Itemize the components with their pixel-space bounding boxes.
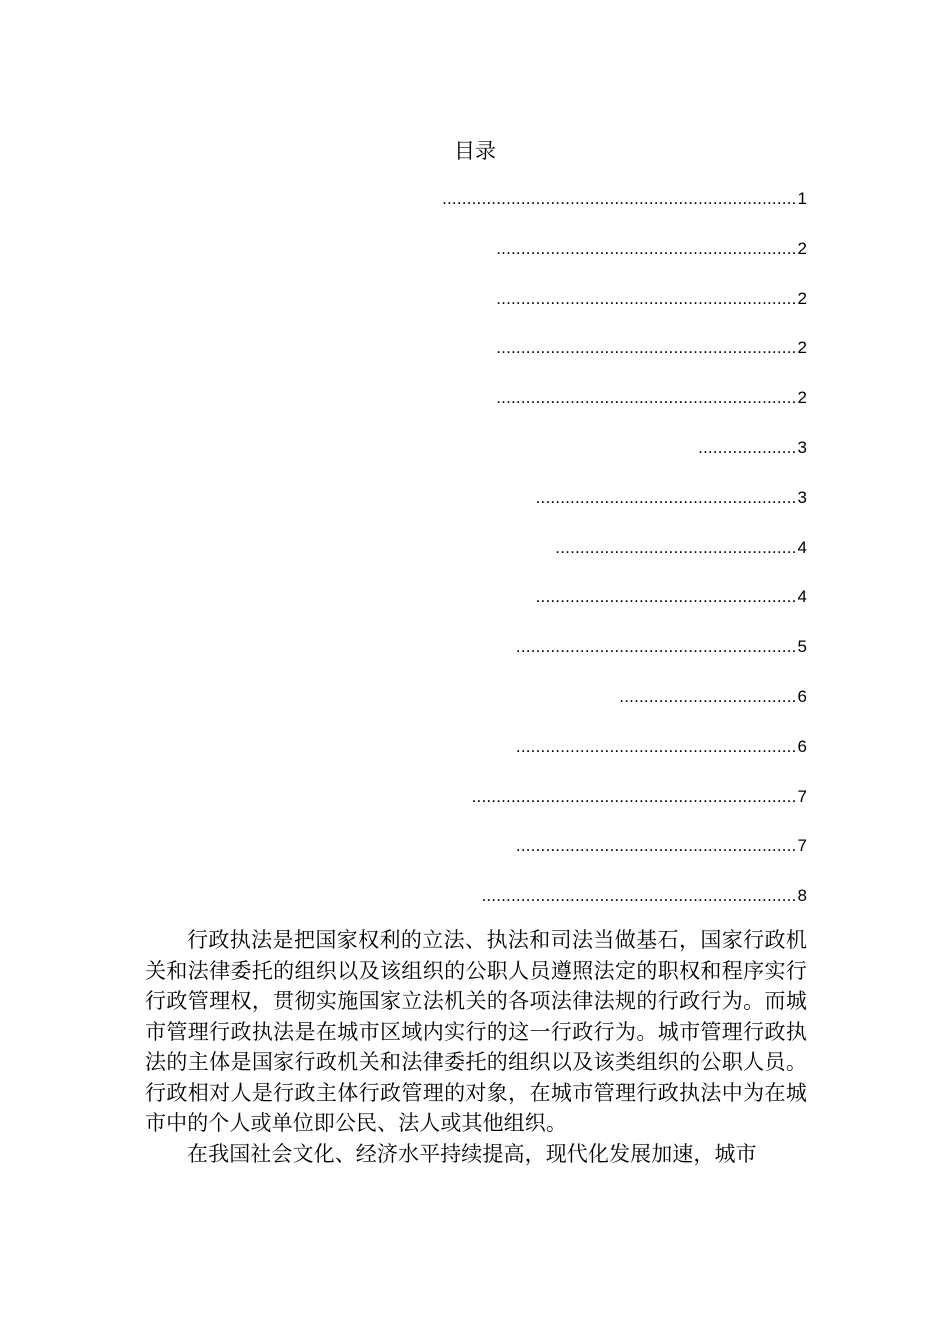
toc-leader-dots: .........................................................	[515, 637, 797, 657]
toc-leader-dots: .............................................................	[496, 338, 797, 358]
toc-leader-dots: ..................................................................	[471, 786, 797, 806]
toc-leader-dots: .............................................................	[496, 388, 797, 408]
toc-page-number: 4	[797, 537, 807, 557]
toc-page-number: 7	[797, 836, 807, 856]
toc-entry[interactable]	[442, 186, 807, 236]
toc-page-number: 6	[797, 686, 807, 706]
toc-entry[interactable]	[442, 734, 807, 784]
toc-leader-dots: .....................................................	[535, 587, 797, 607]
toc-leader-dots: ........................................................................	[442, 189, 797, 208]
toc-list	[442, 186, 807, 933]
toc-page-number: 6	[797, 736, 807, 756]
toc-entry[interactable]	[442, 385, 807, 435]
toc-leader-dots: .............................................................	[496, 288, 797, 308]
toc-leader-dots: .....................................................	[535, 487, 797, 507]
toc-entry[interactable]	[442, 784, 807, 834]
toc-leader-dots: ................................................................	[481, 886, 797, 906]
toc-title: 目录	[454, 139, 496, 163]
toc-page-number: 2	[797, 338, 807, 358]
body-paragraph: 在我国社会文化、经济水平持续提高，现代化发展加速，城市	[187, 1141, 757, 1166]
toc-entry[interactable]	[442, 535, 807, 585]
toc-entry[interactable]	[442, 684, 807, 734]
toc-page-number: 1	[797, 189, 807, 208]
toc-page-number: 4	[797, 587, 807, 607]
toc-entry[interactable]	[442, 286, 807, 336]
toc-entry[interactable]	[442, 634, 807, 684]
toc-entry[interactable]	[442, 584, 807, 634]
toc-page-number: 7	[797, 786, 807, 806]
toc-entry[interactable]	[442, 485, 807, 535]
toc-page-number: 2	[797, 288, 807, 308]
toc-entry[interactable]	[442, 236, 807, 286]
toc-page-number: 2	[797, 388, 807, 408]
body-paragraph: 行政执法是把国家权利的立法、执法和司法当做基石，国家行政机关和法律委托的组织以及该组织的公职人员遵照法定的职权和程序实行行政管理权，贯彻实施国家立法机关的各项法律法规的行政行为。而城市管理行政执法是在城市区域内实行的这一行政行为。城市管理行政执法的主体是国家行政机关和法律委托的组织以及该类组织的公职人员。行政相对人是行政主体行政管理的对象，在城市管理行政执法中为在城市中的个人或单位即公民、法人或其他组织。	[145, 928, 807, 1135]
toc-entry[interactable]	[442, 833, 807, 883]
toc-leader-dots: .................................................	[555, 537, 797, 557]
toc-page-number: 8	[797, 886, 807, 906]
toc-leader-dots: .............................................................	[496, 238, 797, 258]
toc-leader-dots: .........................................................	[515, 836, 797, 856]
body-text	[145, 925, 807, 1169]
toc-leader-dots: ....................................	[619, 686, 797, 706]
toc-page-number: 5	[797, 637, 807, 657]
toc-page-number: 3	[797, 437, 807, 457]
toc-page-number: 2	[797, 238, 807, 258]
toc-entry[interactable]	[442, 435, 807, 485]
toc-entry[interactable]	[442, 335, 807, 385]
toc-leader-dots: ....................	[698, 437, 797, 457]
toc-leader-dots: .........................................................	[515, 736, 797, 756]
toc-page-number: 3	[797, 487, 807, 507]
